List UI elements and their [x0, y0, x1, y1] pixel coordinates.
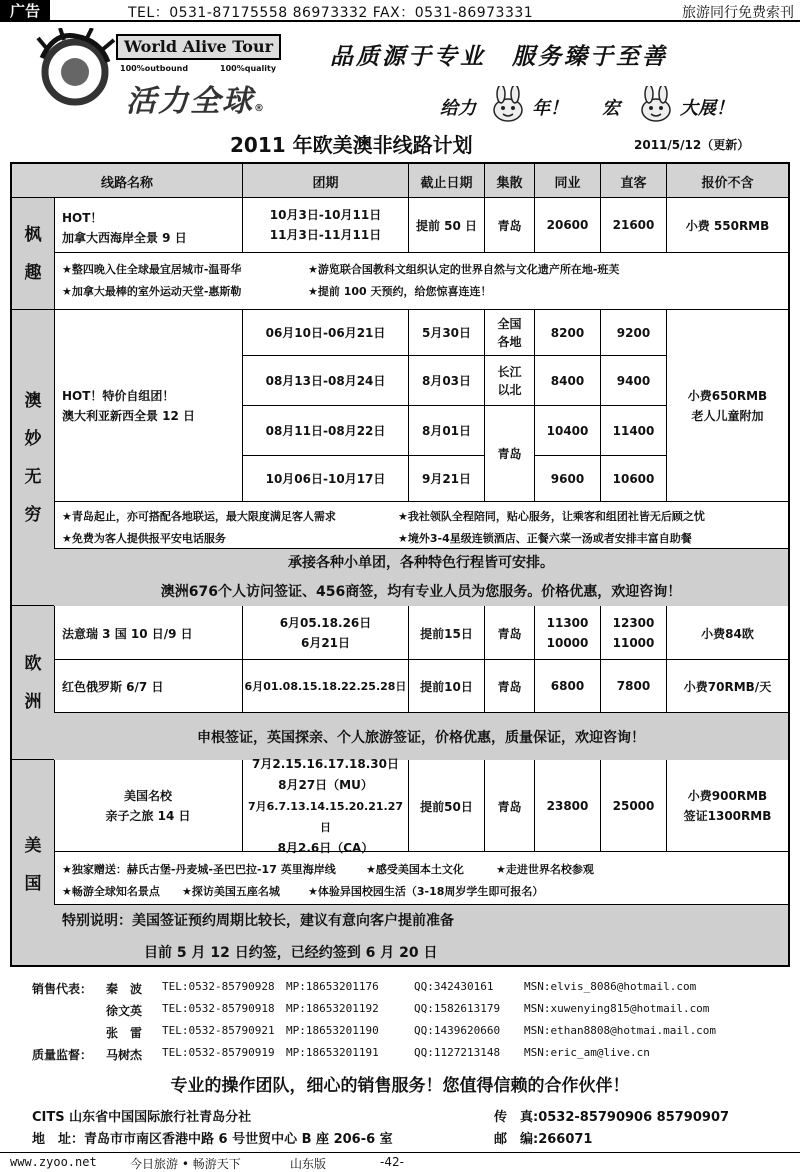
canada-note: ★整四晚入住全球最宜居城市-温哥华: [62, 263, 242, 276]
header-hub: 集散: [484, 164, 534, 198]
page-footer: [0, 1152, 800, 1172]
canada-excluded: 小费 550RMB: [666, 198, 788, 252]
company-zip: 邮 编:266071: [494, 1132, 593, 1147]
greeting: 给力 年！ 宏 大展！: [440, 86, 760, 122]
usa-note: ★体验异国校园生活（3-18周岁学生即可报名）: [308, 885, 544, 898]
europe-route: 法意瑞 3 国 10 日/9 日: [62, 626, 193, 641]
australia-note: ★境外3-4星级连锁酒店、正餐六菜一汤或者安排丰富自助餐: [398, 532, 692, 545]
company-fax: 传 真:0532-85790906 85790907: [494, 1110, 730, 1125]
russia-dates: 6月01.08.15.18.22.25.28日: [242, 660, 408, 712]
free-catalog-note: 旅游同行免费索刊: [682, 5, 794, 21]
usa-note: ★独家赠送：赫氏古堡-丹麦城-圣巴巴拉-17 英里海岸线: [62, 863, 336, 876]
australia-hub: 长江 以北: [484, 356, 534, 406]
canada-peer-price: 20600: [534, 198, 600, 252]
route-table: [10, 162, 790, 967]
brand-tagline-quality: 100%quality: [220, 64, 277, 73]
russia-deadline: 提前10日: [408, 660, 484, 712]
brand-name-cn: 活力全球®: [126, 84, 266, 119]
australia-peer-price: 8400: [534, 356, 600, 406]
usa-route: 美国名校 亲子之旅 14 日: [105, 789, 191, 823]
usa-dates: 7月2.15.16.17.18.30日 8月27日（MU） 7月6.7.13.14.15.20.21.27日 8月2.6日（CA）: [242, 760, 408, 852]
canada-note: ★加拿大最棒的室外运动天堂-惠斯勒: [62, 285, 242, 298]
section-australia: 澳 妙 无 穷: [12, 310, 54, 606]
section-canada: 枫 趣: [12, 198, 54, 310]
brand-name-en: World Alive Tour: [116, 34, 281, 60]
ad-tag: 广告: [0, 0, 50, 22]
australia-direct-price: 9200: [600, 310, 666, 356]
company-motto: 专业的操作团队，细心的销售服务！您值得信赖的合作伙伴！: [170, 1076, 630, 1096]
australia-date: 08月11日-08月22日: [242, 406, 408, 456]
section-usa: 美 国: [12, 760, 54, 967]
update-date: 2011/5/12（更新）: [634, 138, 750, 152]
australia-date: 06月10日-06月21日: [242, 310, 408, 356]
russia-excluded: 小费70RMB/天: [666, 660, 788, 712]
europe-peer-price: 11300 10000: [534, 606, 600, 660]
swirl-logo-icon: [34, 28, 116, 110]
australia-direct-price: 9400: [600, 356, 666, 406]
australia-direct-price: 10600: [600, 456, 666, 502]
canada-deadline: 提前 50 日: [408, 198, 484, 252]
header-route: 线路名称: [100, 175, 153, 191]
australia-hub: 青岛: [484, 406, 534, 502]
header-excluded: 报价不含: [666, 164, 788, 198]
europe-dates: 6月05.18.26日 6月21日: [242, 606, 408, 660]
europe-visa-banner: 申根签证，英国探亲、个人旅游签证，价格优惠，质量保证，欢迎咨询！: [54, 712, 788, 760]
canada-dates: 10月3日-10月11日 11月3日-11月11日: [242, 198, 408, 252]
australia-excluded: 小费650RMB 老人儿童附加: [666, 310, 788, 502]
russia-route: 红色俄罗斯 6/7 日: [62, 679, 164, 694]
australia-peer-price: 10400: [534, 406, 600, 456]
europe-hub: 青岛: [484, 606, 534, 660]
header-deadline: 截止日期: [408, 164, 484, 198]
australia-note: ★我社领队全程陪同，贴心服务，让乘客和组团社皆无后顾之忧: [398, 510, 705, 523]
usa-note: ★畅游全球知名景点: [62, 885, 160, 898]
usa-excluded: 小费900RMB 签证1300RMB: [666, 760, 788, 852]
page-title: 2011 年欧美澳非线路计划: [230, 133, 473, 157]
russia-peer-price: 6800: [534, 660, 600, 712]
russia-hub: 青岛: [484, 660, 534, 712]
europe-direct-price: 12300 11000: [600, 606, 666, 660]
header-contact: TEL：0531-87175558 86973332 FAX：0531-86973331: [128, 5, 534, 21]
usa-hub: 青岛: [484, 760, 534, 852]
usa-note: ★探访美国五座名城: [182, 885, 280, 898]
header-dates: 团期: [242, 164, 408, 198]
canada-route: HOT！ 加拿大西海岸全景 9 日: [62, 211, 187, 245]
rabbit-icon: [636, 86, 676, 122]
top-bar: [0, 0, 800, 22]
canada-direct-price: 21600: [600, 198, 666, 252]
usa-note: ★感受美国本土文化: [366, 863, 464, 876]
europe-deadline: 提前15日: [408, 606, 484, 660]
australia-deadline: 9月21日: [408, 456, 484, 502]
footer-site: www.zyoo.net: [10, 1155, 97, 1169]
australia-hub: 全国 各地: [484, 310, 534, 356]
canada-hub: 青岛: [484, 198, 534, 252]
slogan: 品质源于专业 服务臻于至善: [330, 44, 668, 70]
australia-note: ★免费为客人提供报平安电话服务: [62, 532, 226, 545]
australia-peer-price: 8200: [534, 310, 600, 356]
australia-deadline: 5月30日: [408, 310, 484, 356]
company-address: 地 址：青岛市市南区香港中路 6 号世贸中心 B 座 206-6 室: [32, 1132, 393, 1147]
usa-direct-price: 25000: [600, 760, 666, 852]
usa-special-note: 特别说明：美国签证预约周期比较长，建议有意向客户提前准备: [62, 913, 454, 929]
australia-peer-price: 9600: [534, 456, 600, 502]
canada-note: ★提前 100 天预约，给您惊喜连连！: [308, 285, 492, 298]
australia-visa-banner: 澳洲676个人访问签证、456商签，均有专业人员为您服务。价格优惠，欢迎咨询！: [160, 584, 682, 600]
company-name: CITS 山东省中国国际旅行社青岛分社: [32, 1110, 252, 1125]
australia-date: 10月06日-10月17日: [242, 456, 408, 502]
australia-deadline: 8月03日: [408, 356, 484, 406]
canada-note: ★游览联合国教科文组织认定的世界自然与文化遗产所在地-班芙: [308, 263, 620, 276]
usa-deadline: 提前50日: [408, 760, 484, 852]
australia-direct-price: 11400: [600, 406, 666, 456]
page-number: -42-: [380, 1155, 404, 1169]
australia-route: HOT！特价自组团！ 澳大利亚新西全景 12 日: [62, 389, 196, 423]
header-direct-price: 直客: [600, 164, 666, 198]
usa-note: ★走进世界名校参观: [496, 863, 594, 876]
usa-peer-price: 23800: [534, 760, 600, 852]
australia-deadline: 8月01日: [408, 406, 484, 456]
brand-tagline-outbound: 100%outbound: [120, 64, 189, 73]
footer-region: 山东版: [290, 1157, 327, 1171]
russia-direct-price: 7800: [600, 660, 666, 712]
australia-note: ★青岛起止，亦可搭配各地联运，最大限度满足客人需求: [62, 510, 336, 523]
section-europe: 欧 洲: [12, 606, 54, 760]
company-logo: [34, 28, 294, 118]
header-peer-price: 同业: [534, 164, 600, 198]
australia-banner-line: 承接各种小单团，各种特色行程皆可安排。: [288, 555, 554, 571]
footer-tagline: 今日旅游 • 畅游天下: [130, 1157, 241, 1171]
usa-visa-status: 目前 5 月 12 日约签，已经约签到 6 月 20 日: [144, 945, 438, 961]
europe-excluded: 小费84欧: [666, 606, 788, 660]
rabbit-icon: [488, 86, 528, 122]
australia-date: 08月13日-08月24日: [242, 356, 408, 406]
